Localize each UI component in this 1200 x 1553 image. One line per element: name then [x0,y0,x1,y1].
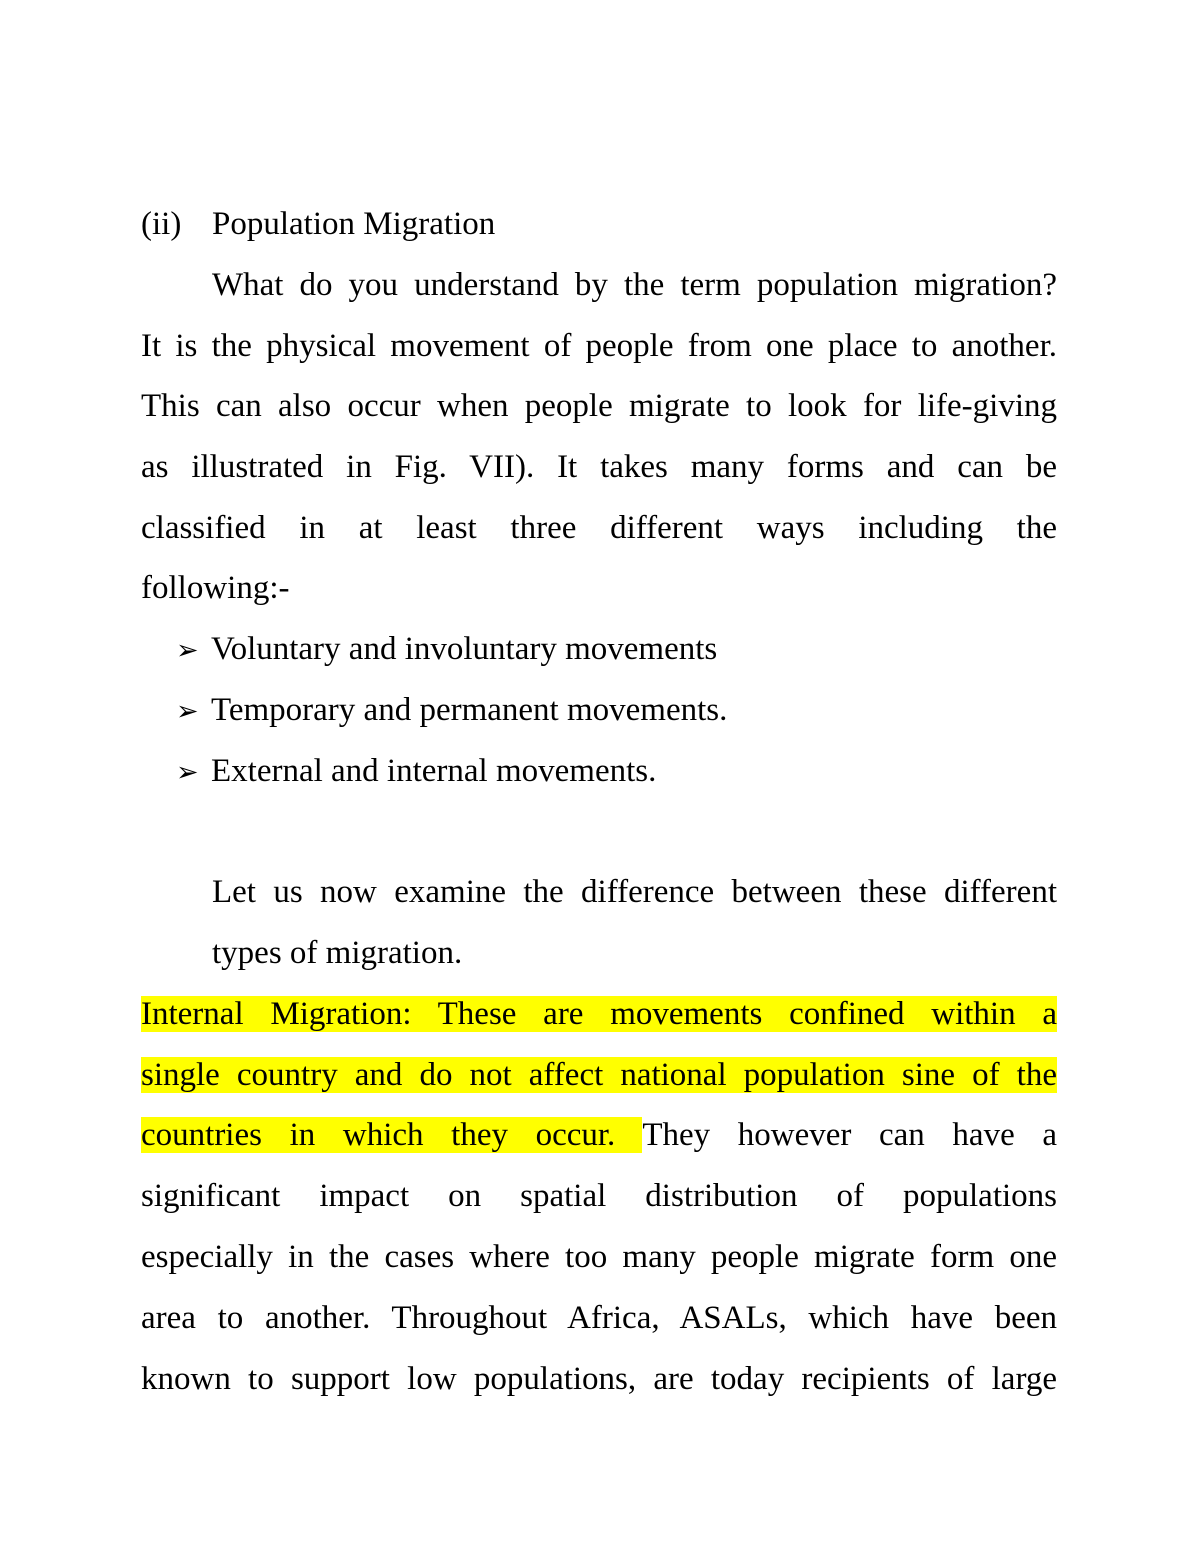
paragraph-line: classified in at least three different ways including the [141,510,1057,546]
section-title: Population Migration [212,206,496,242]
paragraph-line: known to support low populations, are today recipients of large [141,1361,1057,1397]
list-item [176,751,656,793]
list-item [176,629,717,671]
paragraph-line: Let us now examine the difference between these different [212,874,1057,910]
plain-text: They however can have a [642,1117,1057,1153]
paragraph-line: especially in the cases where too many people migrate form one [141,1239,1057,1275]
arrow-bullet-icon: ➢ [176,635,199,666]
highlighted-text: Internal Migration: These are movements confined within a [141,996,1057,1032]
paragraph-line: significant impact on spatial distribution of populations [141,1178,1057,1214]
paragraph-line: It is the physical movement of people from one place to another. [141,328,1057,364]
paragraph-line: This can also occur when people migrate to look for life-giving [141,388,1057,424]
arrow-bullet-icon: ➢ [176,696,199,727]
paragraph-line: area to another. Throughout Africa, ASALs, which have been [141,1300,1057,1336]
highlighted-text: countries in which they occur. [141,1117,643,1153]
section-number: (ii) [141,206,182,242]
list-item-text: External and internal movements. [211,753,657,789]
paragraph-line: following:- [141,570,290,606]
highlighted-text: single country and do not affect national population sine of the [141,1057,1057,1093]
paragraph-line: types of migration. [212,935,463,971]
list-item-text: Temporary and permanent movements. [211,692,728,728]
paragraph-line [141,1115,1057,1155]
list-item [176,690,727,732]
arrow-bullet-icon: ➢ [176,757,199,788]
highlighted-line [141,1055,1057,1095]
paragraph-line: What do you understand by the term population migration? [212,267,1057,303]
list-item-text: Voluntary and involuntary movements [211,631,718,667]
paragraph-line: as illustrated in Fig. VII). It takes many forms and can be [141,449,1057,485]
highlighted-line [141,994,1057,1034]
